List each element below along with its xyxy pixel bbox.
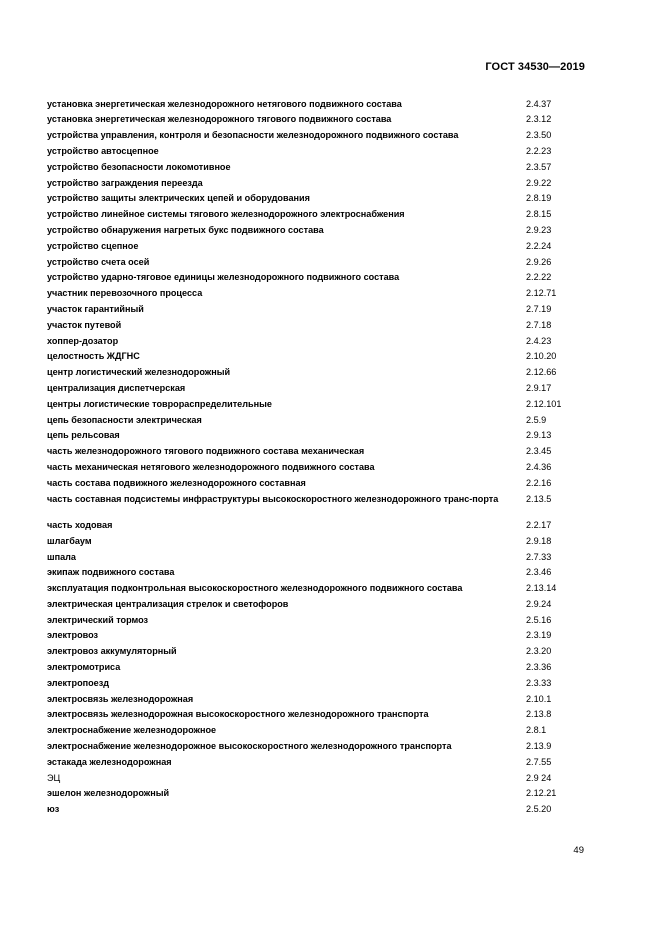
index-term: устройство автосцепное — [47, 145, 159, 156]
index-entry — [47, 676, 587, 692]
index-entry — [47, 350, 587, 366]
index-term: электросвязь железнодорожная высокоскоростного железнодорожного транспорта — [47, 709, 429, 720]
index-term: экипаж подвижного состава — [47, 567, 175, 578]
index-term: электрический тормоз — [47, 614, 149, 625]
index-term: устройство ударно-тяговое единицы железнодорожного подвижного состава — [47, 272, 400, 283]
index-entry — [47, 223, 587, 239]
index-ref: 2.2.22 — [526, 272, 552, 283]
index-entry — [47, 518, 587, 534]
index-term: устройство сцепное — [47, 240, 139, 251]
index-term: часть железнодорожного тягового подвижного состава механическая — [47, 446, 365, 457]
index-term: электромотриса — [47, 662, 121, 673]
index-entry — [47, 476, 587, 492]
index-ref: 2.7.18 — [526, 319, 552, 330]
index-term: участник перевозочного процесса — [47, 288, 203, 299]
index-ref: 2.9.23 — [526, 224, 552, 235]
index-entry — [47, 366, 587, 382]
index-entry — [47, 176, 587, 192]
index-term: целостность ЖДГНС — [47, 351, 140, 362]
index-ref: 2.4.36 — [526, 461, 552, 472]
index-term: ЭЦ — [47, 772, 61, 783]
index-entry — [47, 724, 587, 740]
index-ref: 2.3.33 — [526, 677, 552, 688]
index-entry — [47, 803, 587, 819]
document-header: ГОСТ 34530—2019 — [485, 61, 585, 73]
index-ref: 2.12.101 — [526, 398, 562, 409]
index-term: шлагбаум — [47, 535, 92, 546]
index-entry — [47, 239, 587, 255]
index-term: устройство безопасности локомотивное — [47, 161, 231, 172]
index-ref: 2.3.36 — [526, 662, 552, 673]
index-term: устройство защиты электрических цепей и оборудования — [47, 193, 310, 204]
index-ref: 2.3.20 — [526, 646, 552, 657]
index-term: устройство обнаружения нагретых букс подвижного состава — [47, 224, 324, 235]
index-entry — [47, 492, 587, 518]
index-term: установка энергетическая железнодорожного тягового подвижного состава — [47, 114, 392, 125]
index-ref: 2.4.23 — [526, 335, 552, 346]
index-entry — [47, 708, 587, 724]
index-ref: 2.9 24 — [526, 772, 552, 783]
index-ref: 2.4.37 — [526, 98, 552, 109]
index-entry — [47, 613, 587, 629]
index-term: центры логистические товрораспределительные — [47, 398, 272, 409]
index-ref: 2.10.20 — [526, 351, 557, 362]
index-term: юз — [47, 804, 60, 815]
index-term: устройства управления, контроля и безопасности железнодорожного подвижного состава — [47, 130, 459, 141]
index-ref: 2.7.55 — [526, 756, 552, 767]
index-ref: 2.8.1 — [526, 725, 547, 736]
index-ref: 2.2.17 — [526, 519, 552, 530]
index-term: устройство заграждения переезда — [47, 177, 203, 188]
index-term: централизация диспетчерская — [47, 382, 186, 393]
index-term: участок гарантийный — [47, 303, 144, 314]
index-term: участок путевой — [47, 319, 122, 330]
index-entry — [47, 192, 587, 208]
index-term: хоппер-дозатор — [47, 335, 119, 346]
index-entry — [47, 255, 587, 271]
index-entry — [47, 129, 587, 145]
index-entry — [47, 208, 587, 224]
index-ref: 2.9.26 — [526, 256, 552, 267]
index-ref: 2.8.15 — [526, 209, 552, 220]
index-entry — [47, 692, 587, 708]
index-ref: 2.9.22 — [526, 177, 552, 188]
index-ref: 2.12.66 — [526, 367, 557, 378]
index-entry — [47, 97, 587, 113]
index-term: электросвязь железнодорожная — [47, 693, 194, 704]
index-ref: 2.13.8 — [526, 709, 552, 720]
index-term: электроснабжение железнодорожное высокоскоростного железнодорожного транспорта — [47, 741, 452, 752]
index-ref: 2.13.9 — [526, 741, 552, 752]
index-term: электрическая централизация стрелок и светофоров — [47, 598, 289, 609]
index-term: устройство счета осей — [47, 256, 150, 267]
index-entry — [47, 739, 587, 755]
index-ref: 2.8.19 — [526, 193, 552, 204]
index-term: центр логистический железнодорожный — [47, 367, 231, 378]
index-ref: 2.12.21 — [526, 788, 557, 799]
index-term: цепь безопасности электрическая — [47, 414, 202, 425]
index-entry — [47, 582, 587, 598]
index-entry — [47, 755, 587, 771]
index-ref: 2.5.20 — [526, 804, 552, 815]
index-ref: 2.9.13 — [526, 430, 552, 441]
index-entry — [47, 334, 587, 350]
index-entry — [47, 787, 587, 803]
index-ref: 2.3.57 — [526, 161, 552, 172]
index-term: электровоз аккумуляторный — [47, 646, 177, 657]
index-ref: 2.5.16 — [526, 614, 552, 625]
index-term: устройство линейное системы тягового железнодорожного электроснабжения — [47, 209, 405, 220]
index-entry — [47, 566, 587, 582]
index-ref: 2.2.16 — [526, 477, 552, 488]
index-ref: 2.12.71 — [526, 288, 557, 299]
index-entry — [47, 550, 587, 566]
index-entry — [47, 660, 587, 676]
index-term: эксплуатация подконтрольная высокоскоростного железнодорожного подвижного состава — [47, 583, 463, 594]
index-term: электроснабжение железнодорожное — [47, 725, 217, 736]
index-ref: 2.9.24 — [526, 598, 552, 609]
index-ref: 2.10.1 — [526, 693, 552, 704]
index-ref: 2.13.14 — [526, 583, 557, 594]
index-ref: 2.13.5 — [526, 493, 552, 504]
index-entry — [47, 160, 587, 176]
index-entry — [47, 413, 587, 429]
index-entry — [47, 381, 587, 397]
index-term: электровоз — [47, 630, 99, 641]
index-ref: 2.3.12 — [526, 114, 552, 125]
index-entry — [47, 460, 587, 476]
index-term: часть состава подвижного железнодорожного составная — [47, 477, 306, 488]
index-ref: 2.3.46 — [526, 567, 552, 578]
index-term: часть механическая нетягового железнодорожного подвижного состава — [47, 461, 375, 472]
index-entry — [47, 287, 587, 303]
index-ref: 2.3.19 — [526, 630, 552, 641]
index-entry — [47, 144, 587, 160]
index-entry — [47, 397, 587, 413]
index-entry — [47, 113, 587, 129]
index-list — [47, 97, 587, 818]
index-ref: 2.9.18 — [526, 535, 552, 546]
index-term: электропоезд — [47, 677, 110, 688]
index-ref: 2.5.9 — [526, 414, 547, 425]
index-entry — [47, 302, 587, 318]
index-entry — [47, 629, 587, 645]
page-number: 49 — [573, 845, 584, 856]
index-entry — [47, 318, 587, 334]
index-term: шпала — [47, 551, 76, 562]
index-ref: 2.7.33 — [526, 551, 552, 562]
index-ref: 2.9.17 — [526, 382, 552, 393]
index-term: часть ходовая — [47, 519, 113, 530]
index-term: установка энергетическая железнодорожного нетягового подвижного состава — [47, 98, 402, 109]
index-term: эстакада железнодорожная — [47, 756, 172, 767]
index-ref: 2.2.24 — [526, 240, 552, 251]
index-ref: 2.3.45 — [526, 446, 552, 457]
index-term: часть составная подсистемы инфраструктуры высокоскоростного железнодорожного транс-порта — [47, 493, 499, 504]
index-entry — [47, 771, 587, 787]
index-entry — [47, 534, 587, 550]
index-entry — [47, 445, 587, 461]
index-term: цепь рельсовая — [47, 430, 120, 441]
index-entry — [47, 597, 587, 613]
index-ref: 2.2.23 — [526, 145, 552, 156]
index-entry — [47, 429, 587, 445]
index-entry — [47, 645, 587, 661]
index-ref: 2.7.19 — [526, 303, 552, 314]
index-ref: 2.3.50 — [526, 130, 552, 141]
index-term: эшелон железнодорожный — [47, 788, 170, 799]
index-entry — [47, 271, 587, 287]
